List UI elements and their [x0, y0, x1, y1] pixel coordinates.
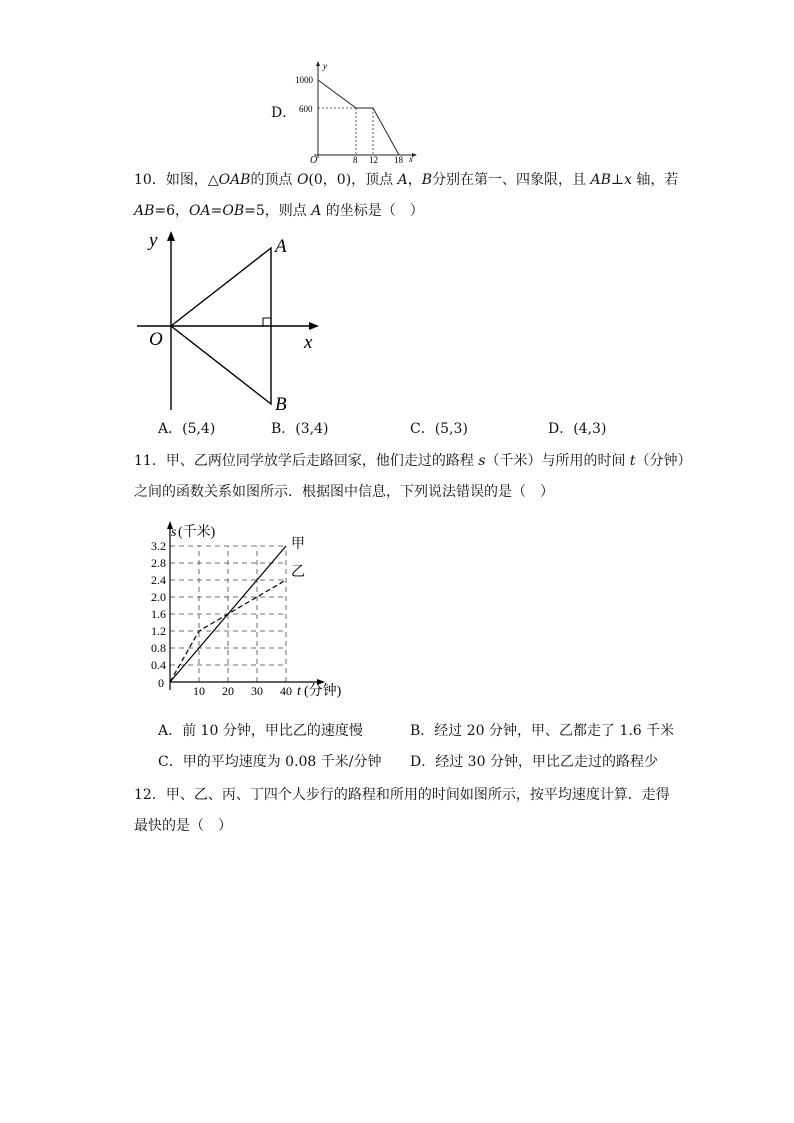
q10-x-arrow — [309, 322, 319, 330]
q11-stem-line1: 11．甲、乙两位同学放学后走路回家，他们走过的路程 s（千米）与所用的时间 t（分钟） — [134, 453, 692, 469]
chart-ylabel: (千米) — [178, 525, 216, 540]
q12-stem-line2: 最快的是（ ） — [134, 818, 232, 834]
chart-origin-label: 0 — [158, 676, 164, 690]
q9-x-label: x — [409, 154, 413, 164]
y-tick-label-4: 2.0 — [151, 590, 166, 604]
q9-option-d-label: D． — [271, 105, 297, 121]
q10-y-arrow — [167, 231, 175, 241]
chart-x-ticks — [193, 684, 292, 698]
q10-option-a[interactable]: A．(5,4) — [158, 421, 216, 437]
q10-y-label: y — [149, 230, 158, 251]
q10-figure — [130, 225, 330, 420]
q9-y-arrow — [316, 61, 320, 66]
q11-chart — [140, 520, 360, 705]
q10-stem-line2: AB=6，OA=OB=5，则点 A 的坐标是（ ） — [134, 203, 424, 219]
chart-series — [170, 536, 305, 682]
q11-stem-line2: 之间的函数关系如图所示．根据图中信息，下列说法错误的是（ ） — [134, 484, 554, 500]
q10-point-a-label: A — [275, 236, 287, 257]
q10-x-label: x — [304, 332, 313, 353]
series-label-0: 甲 — [291, 537, 305, 552]
q10-right-angle-mark — [263, 318, 271, 326]
y-tick-label-5: 2.4 — [151, 573, 166, 587]
y-tick-label-1: 0.8 — [151, 641, 166, 655]
q9-graph-line — [318, 80, 399, 155]
q10-origin-label: O — [149, 329, 163, 350]
q11-option-c[interactable]: C．甲的平均速度为 0.08 千米/分钟 — [158, 754, 382, 770]
q10-option-d[interactable]: D．(4,3) — [548, 421, 607, 437]
y-tick-label-3: 1.6 — [151, 607, 166, 621]
q9-graph-d — [290, 58, 425, 164]
q9-xtick-12: 12 — [369, 155, 378, 164]
chart-xlabel: (分钟) — [304, 684, 342, 699]
x-tick-label-1: 20 — [222, 684, 234, 698]
q10-option-c[interactable]: C．(5,3) — [410, 421, 468, 437]
q11-option-a[interactable]: A．前 10 分钟，甲比乙的速度慢 — [158, 723, 363, 739]
q11-option-b[interactable]: B．经过 20 分钟，甲、乙都走了 1.6 千米 — [410, 723, 675, 739]
q10-option-b[interactable]: B．(3,4) — [271, 421, 329, 437]
y-tick-label-7: 3.2 — [151, 539, 166, 553]
series-label-1: 乙 — [291, 565, 305, 580]
q10-stem-line1: 10．如图，△OAB的顶点 O(0，0)，顶点 A，B分别在第一、四象限，且 AB⊥x 轴，若 — [134, 172, 679, 188]
x-tick-label-2: 30 — [251, 684, 263, 698]
x-tick-label-0: 10 — [193, 684, 205, 698]
y-tick-label-2: 1.2 — [151, 624, 166, 638]
q9-y-label: y — [323, 61, 327, 71]
q9-ytick-600: 600 — [299, 104, 313, 114]
chart-y-ticks — [151, 539, 166, 672]
y-tick-label-6: 2.8 — [151, 556, 166, 570]
q9-xtick-18: 18 — [394, 155, 403, 164]
q12-stem-line1: 12．甲、乙、丙、丁四个人步行的路程和所用的时间如图所示，按平均速度计算．走得 — [134, 787, 670, 803]
q9-xtick-8: 8 — [353, 155, 358, 164]
chart-xlabel-var: t — [297, 684, 301, 699]
chart-ylabel-var: s — [171, 525, 177, 540]
y-tick-label-0: 0.4 — [151, 658, 166, 672]
q10-point-b-label: B — [275, 394, 287, 415]
x-tick-label-3: 40 — [280, 684, 292, 698]
q9-origin-label: O — [310, 155, 318, 164]
q9-ytick-1000: 1000 — [295, 75, 313, 85]
q11-option-d[interactable]: D．经过 30 分钟，甲比乙走过的路程少 — [410, 754, 658, 770]
